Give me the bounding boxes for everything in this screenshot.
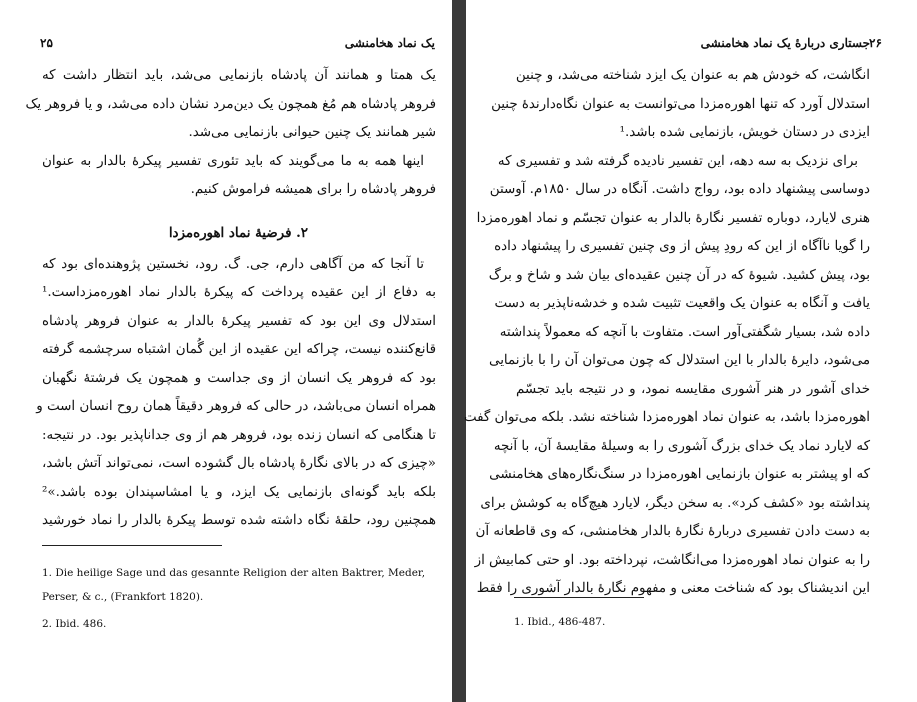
text-line: استدلال آورد که تنها اهوره‌مزدا می‌توانست به عنوان نگاه‌دارندهٔ چنین bbox=[491, 96, 870, 112]
text-line: بلکه باید گونه‌ای بازنمایی یک ایزد، و یا امشاسپندان بوده باشد.»² bbox=[42, 484, 436, 500]
text-line: تا هنگامی که انسان زنده بود، فروهر هم از وی جدانا‌پذیر بود. در نتیجه: bbox=[42, 427, 436, 443]
footnote-rule bbox=[42, 545, 222, 546]
footnote: 2. Ibid. 486. bbox=[42, 618, 107, 630]
text-line: قانع‌کننده نیست، چراکه این عقیده از این گُمان اشتباه سرچشمه گرفته bbox=[42, 342, 436, 357]
text-line: همراه انسان می‌باشد، در حالی که فروهر دقیقاً همان روح انسان است و bbox=[36, 399, 436, 414]
text-line: همچنین رود، حلقهٔ نگاه داشته شده توسط پیکرهٔ بالدار را نماد خورشید bbox=[42, 513, 436, 528]
page-number: ۲۵ bbox=[40, 36, 53, 50]
footnote: 1. Die heilige Sage und das gesannte Religion der alten Baktrer, Meder, bbox=[42, 567, 426, 579]
footnote-rule bbox=[514, 597, 644, 598]
text-line: بود که فروهر یک انسان از وی جداست و همچون یک فرشتهٔ نگهبان bbox=[42, 370, 436, 386]
text-line: داده شد، بسیار شگفتی‌آور است. متفاوت با آنچه که معمولاً پنداشته bbox=[499, 324, 870, 340]
text-line: یافت و آنگاه به عنوان یک واقعیت تثبیت شده و خدشه‌ناپذیر به دست bbox=[494, 296, 870, 311]
text-line: پنداشته بود «کشف کرد». به سخن دیگر، لایارد هیچ‌گاه به کوشش برای bbox=[480, 495, 870, 511]
text-line: این اندیشناک بود که شناخت معنی و مفهوم نگارهٔ بالدار آشوری را فقط bbox=[476, 581, 870, 596]
text-line: یک همتا و همانند آن پادشاه بازنمایی می‌شد، باید انتظار داشت که bbox=[42, 68, 436, 83]
text-line: ایزدی در دستان خویش، بازنمایی شده باشد.¹ bbox=[619, 125, 870, 140]
text-line: برای نزدیک به سه دهه، این تفسیر نادیده گرفته شد و تفسیری که bbox=[497, 153, 858, 169]
text-line: استدلال وی این بود که تفسیر پیکرهٔ بالدار به عنوان فروهر پادشاه bbox=[42, 313, 436, 329]
text-line: تا آنجا که من آگاهی دارم، جی. گ. رود، نخستین پژوهنده‌ای بود که bbox=[42, 256, 424, 272]
text-line: به دفاع از این عقیده پرداخت که پیکرهٔ بالدار نماد اهوره‌مزداست.¹ bbox=[42, 285, 436, 300]
left-page-body bbox=[25, 62, 436, 536]
text-line: می‌شود، دایرهٔ بالدار با این استدلال که چون می‌توان آن را با بازنمایی bbox=[489, 353, 870, 368]
right-footnotes bbox=[514, 615, 894, 640]
text-line: اینها همه به ما می‌گویند که باید تئوری تفسیر پیکرهٔ بالدار به عنوان bbox=[42, 153, 424, 169]
text-line: دوساسی پیشنهاد داده بود، رواج داشت. آنگاه در سال ۱۸۵۰م. آوستن bbox=[489, 182, 870, 197]
left-page-header bbox=[40, 36, 435, 56]
right-page-body bbox=[463, 62, 870, 604]
right-page-number-wrap bbox=[512, 36, 872, 56]
page-number: ۲۶ bbox=[869, 36, 882, 50]
text-line: هنری لایارد، دوباره تفسیر نگارهٔ بالدار به عنوان تجسّم و نماد اهوره‌مزدا bbox=[476, 210, 870, 226]
text-line: که لایارد نماد یک خدای بزرگ آشوری را به وسیلهٔ مقایسهٔ آن، با آنچه bbox=[493, 438, 870, 454]
text-line: فروهر پادشاه را برای همیشه فراموش کنیم. bbox=[190, 182, 436, 197]
running-title: یک نماد هخامنشی bbox=[344, 36, 435, 50]
book-gutter bbox=[452, 0, 466, 702]
footnote: Perser, & c., (Frankfort 1820). bbox=[42, 591, 204, 603]
text-line: بود، پیش کشید. شیوهٔ که در آن چنین عقیده‌ای بیان شد و شاخ و برگ bbox=[488, 267, 870, 283]
text-line: «چیزی که در بالای نگارهٔ پادشاه بال گشوده است، نمی‌تواند آتش باشد، bbox=[42, 456, 436, 471]
text-line: به دست دادن تفسیری دربارهٔ نگارهٔ بالدار هخامنشی، که وی قاطعانه آن bbox=[475, 524, 870, 539]
text-line: فروهر پادشاه هم مُغ همچون یک دین‌مرد نشان داده می‌شد، و یا فروهر یک bbox=[25, 96, 436, 112]
text-line: که او پیشتر به عنوان بازنمایی اهوره‌مزدا در سنگ‌نگاره‌های هخامنشی bbox=[489, 467, 870, 482]
text-line: اهوره‌مزدا باشد، به عنوان نماد اهوره‌مزدا شناخته نشد. بلکه می‌توان گفت bbox=[463, 410, 870, 425]
text-line: خدای آشور در هنر آشوری مقایسه نمود، و در نتیجه باید تجسّم bbox=[516, 381, 870, 397]
left-footnotes bbox=[42, 566, 442, 642]
right-page bbox=[463, 0, 917, 702]
text-line: شیر همانند یک چنین حیوانی بازنمایی می‌شد. bbox=[188, 125, 436, 140]
section-heading: ۲. فرضیهٔ نماد اهوره‌مزدا bbox=[168, 224, 308, 241]
footnote: 1. Ibid., 486-487. bbox=[514, 616, 606, 628]
text-line: را گویا ناآگاه از این که رودِ پیش از وی چنین تفسیری را پیشنهاد داده bbox=[494, 239, 870, 254]
text-line: را به عنوان نماد اهوره‌مزدا می‌انگاشت، نپرداخته بود. او حتی کمابیش از bbox=[474, 552, 870, 568]
text-line: انگاشت، که خودش هم به عنوان یک ایزد شناخته می‌شد، و چنین bbox=[515, 68, 870, 83]
running-title: جستاری دربارهٔ یک نماد هخامنشی bbox=[700, 36, 870, 50]
left-page bbox=[0, 0, 452, 702]
